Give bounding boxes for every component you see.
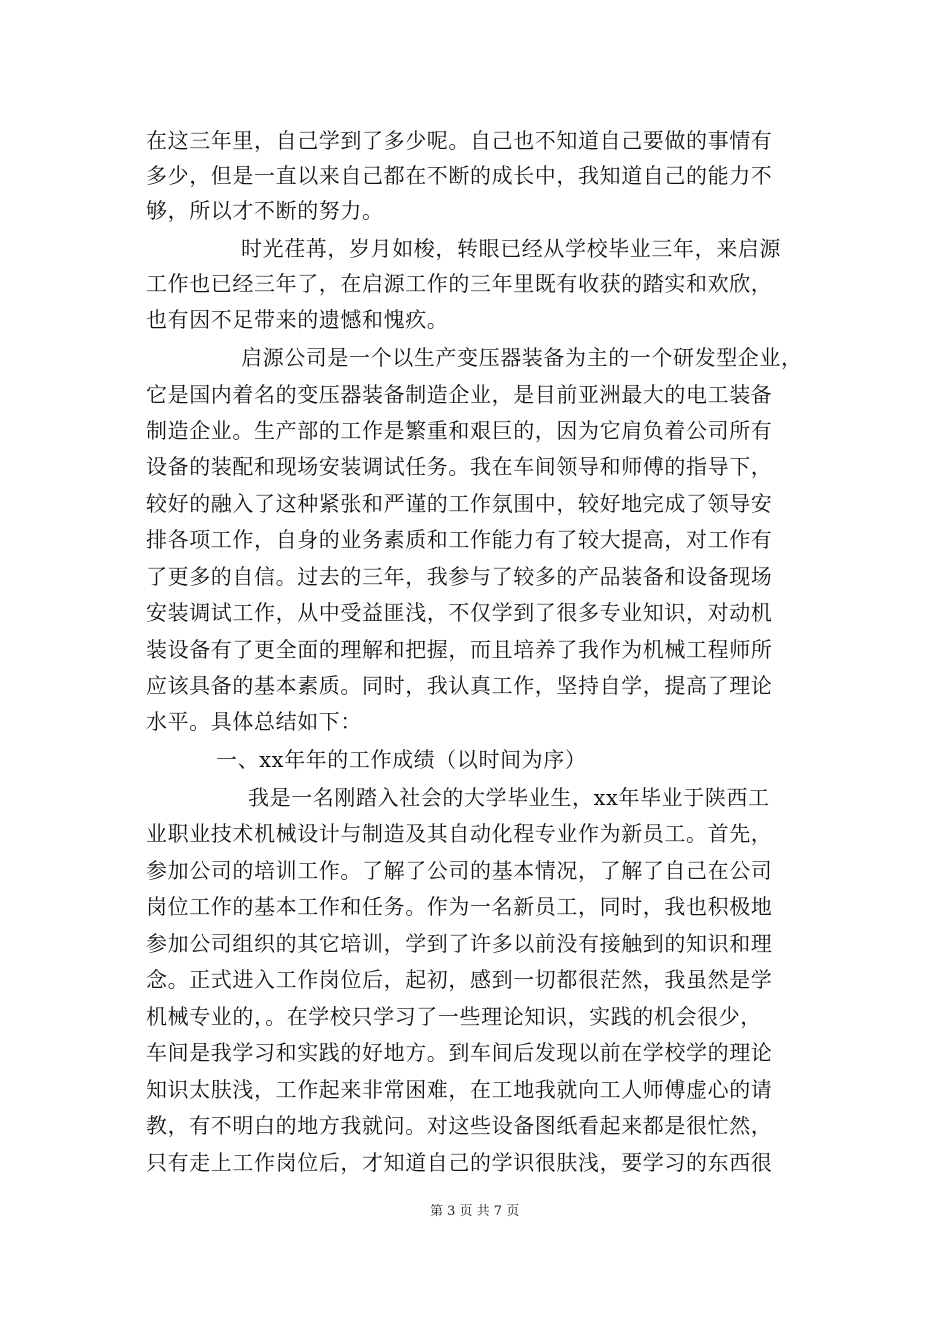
- text-line: 也有因不足带来的遗憾和愧疚。: [146, 308, 449, 332]
- text-line: 水平。具体总结如下：: [146, 710, 362, 734]
- text-line: 机械专业的，。在学校只学习了一些理论知识，实践的机会很少，: [146, 1005, 762, 1029]
- page-number: 第 3 页 共 7 页: [430, 1204, 520, 1219]
- text-line: 只有走上工作岗位后，才知道自己的学识很肤浅，要学习的东西很: [146, 1151, 773, 1175]
- text-line: 应该具备的基本素质。同时，我认真工作，坚持自学，提高了理论: [146, 674, 773, 698]
- text-line: 工作也已经三年了，在启源工作的三年里既有收获的踏实和欢欣，: [146, 272, 773, 296]
- text-line: 装设备有了更全面的理解和把握，而且培养了我作为机械工程师所: [146, 638, 773, 662]
- text-line: 设备的装配和现场安装调试任务。我在车间领导和师傅的指导下，: [146, 455, 773, 479]
- text-line: 岗位工作的基本工作和任务。作为一名新员工，同时，我也积极地: [146, 895, 773, 919]
- text-line: 知识太肤浅，工作起来非常困难，在工地我就向工人师傅虚心的请: [146, 1078, 773, 1102]
- text-line: 制造企业。生产部的工作是繁重和艰巨的，因为它肩负着公司所有: [146, 419, 773, 443]
- paragraph-first-line: 时光荏苒，岁月如梭，转眼已经从学校毕业三年，来启源: [241, 237, 781, 261]
- text-line: 了更多的自信。过去的三年，我参与了较多的产品装备和设备现场: [146, 565, 773, 589]
- text-line: 参加公司组织的其它培训，学到了许多以前没有接触到的知识和理: [146, 932, 773, 956]
- section-heading: 一、xx年年的工作成绩（以时间为序）: [216, 748, 587, 772]
- text-line: 业职业技术机械设计与制造及其自动化程专业作为新员工。首先，: [146, 822, 773, 846]
- text-line: 够，所以才不断的努力。: [146, 199, 384, 223]
- text-line: 较好的融入了这种紧张和严谨的工作氛围中，较好地完成了领导安: [146, 492, 773, 516]
- text-line: 安装调试工作，从中受益匪浅，不仅学到了很多专业知识，对动机: [146, 601, 773, 625]
- text-line: 在这三年里，自己学到了多少呢。自己也不知道自己要做的事情有: [146, 129, 773, 153]
- text-line: 教，有不明白的地方我就问。对这些设备图纸看起来都是很忙然，: [146, 1114, 773, 1138]
- text-line: 它是国内着名的变压器装备制造企业，是目前亚洲最大的电工装备: [146, 383, 773, 407]
- text-line: 念。正式进入工作岗位后，起初，感到一切都很茫然，我虽然是学: [146, 968, 773, 992]
- text-line: 多少，但是一直以来自己都在不断的成长中，我知道自己的能力不: [146, 164, 773, 188]
- text-line: 参加公司的培训工作。了解了公司的基本情况，了解了自己在公司: [146, 859, 773, 883]
- text-line: 排各项工作，自身的业务素质和工作能力有了较大提高，对工作有: [146, 528, 773, 552]
- paragraph-first-line: 我是一名刚踏入社会的大学毕业生，xx年毕业于陕西工: [248, 786, 770, 810]
- paragraph-first-line: 启源公司是一个以生产变压器装备为主的一个研发型企业，: [241, 346, 803, 370]
- text-line: 车间是我学习和实践的好地方。到车间后发现以前在学校学的理论: [146, 1041, 773, 1065]
